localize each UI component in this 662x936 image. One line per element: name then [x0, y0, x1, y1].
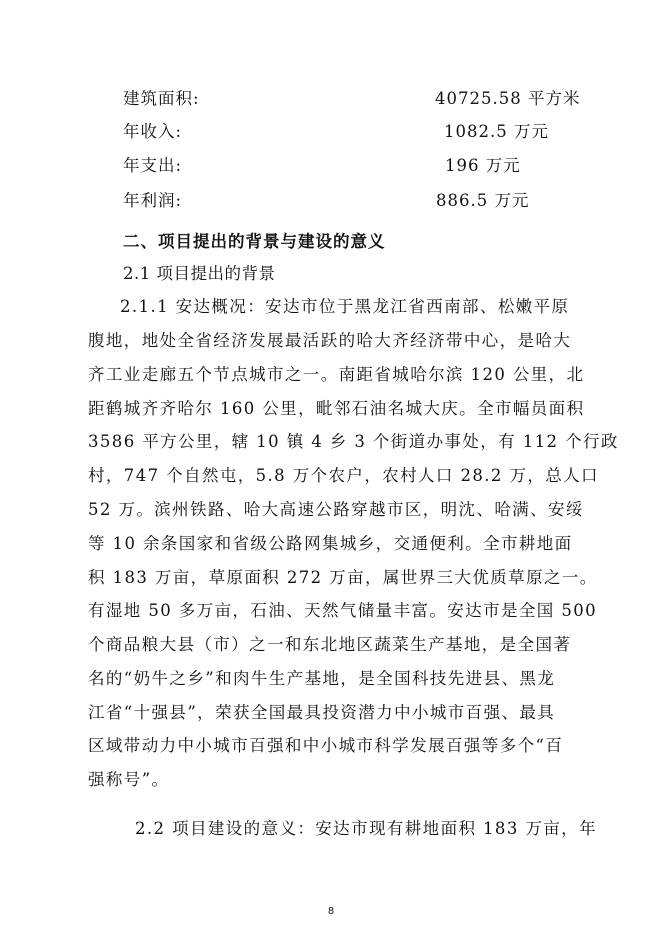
paragraph-line: 52 万。滨州铁路、哈大高速公路穿越市区，明沈、哈满、安绥 — [88, 500, 584, 519]
stat-annual-expense — [123, 151, 573, 181]
stat-label: 年收入: — [123, 122, 183, 141]
stat-label: 年支出: — [123, 156, 183, 175]
paragraph-line: 名的“奶牛之乡”和肉牛生产基地，是全国科技先进县、黑龙 — [88, 669, 556, 688]
paragraph-line: 齐工业走廊五个节点城市之一。南距省城哈尔滨 120 公里，北 — [88, 365, 585, 384]
paragraph-line: 3586 平方公里，辖 10 镇 4 乡 3 个街道办事处，有 112 个行政 — [88, 432, 619, 451]
paragraph-line: 强称号”。 — [88, 770, 170, 789]
stat-annual-income — [123, 117, 573, 147]
stat-value: 1082.5 万元 — [444, 122, 549, 141]
stat-label: 建筑面积: — [123, 89, 200, 108]
stat-value: 196 万元 — [445, 156, 521, 175]
sub-heading: 2.1 项目提出的背景 — [123, 264, 276, 283]
paragraph-line: 等 10 余条国家和省级公路网集城乡，交通便利。全市耕地面 — [88, 534, 573, 553]
paragraph-line: 腹地，地处全省经济发展最活跃的哈大齐经济带中心，是哈大 — [88, 331, 572, 350]
paragraph-project-significance: 2.2 项目建设的意义：安达市现有耕地面积 183 万亩，年 — [135, 819, 597, 838]
stat-value: 886.5 万元 — [436, 191, 530, 210]
stat-value: 40725.58 平方米 — [435, 89, 581, 108]
page-number: 8 — [327, 906, 335, 917]
paragraph-line: 个商品粮大县（市）之一和东北地区蔬菜生产基地，是全国著 — [88, 635, 572, 654]
stat-label: 年利润: — [123, 191, 183, 210]
paragraph-line: 积 183 万亩，草原面积 272 万亩，属世界三大优质草原之一。 — [88, 568, 598, 587]
stat-building-area — [123, 84, 581, 114]
section-heading: 二、项目提出的背景与建设的意义 — [123, 232, 386, 251]
paragraph-line: 区域带动力中小城市百强和中小城市科学发展百强等多个“百 — [88, 736, 564, 755]
paragraph-line: 距鹤城齐齐哈尔 160 公里，毗邻石油名城大庆。全市幅员面积 — [88, 399, 585, 418]
paragraph-line: 2.1.1 安达概况：安达市位于黑龙江省西南部、松嫩平原 — [120, 297, 570, 316]
paragraph-line: 村，747 个自然屯，5.8 万个农户，农村人口 28.2 万，总人口 — [88, 466, 599, 485]
stat-annual-profit — [123, 186, 573, 216]
paragraph-line: 有湿地 50 多万亩，石油、天然气储量丰富。安达市是全国 500 — [88, 601, 598, 620]
paragraph-line: 江省“十强县”，荣获全国最具投资潜力中小城市百强、最具 — [88, 703, 556, 722]
